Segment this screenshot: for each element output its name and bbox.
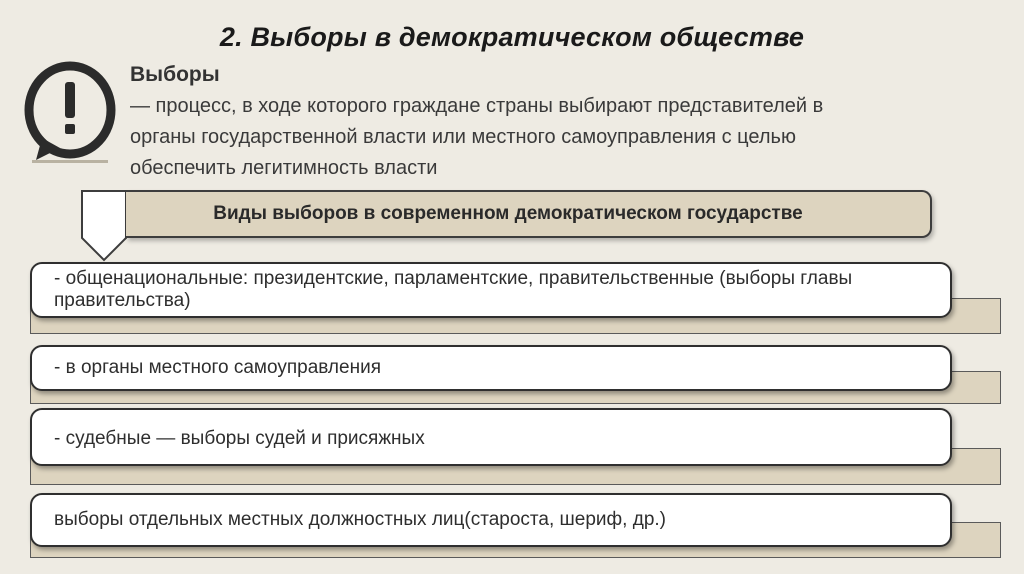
exclamation-speech-bubble-icon (24, 60, 116, 164)
item-text: выборы отдельных местных должностных лиц(староста, шериф, др.) (54, 509, 666, 530)
item-text: - в органы местного самоуправления (54, 357, 381, 378)
item-text: - общенациональные: президентские, парламентские, правительственные (выборы главы правительства) (54, 268, 853, 311)
item-card (30, 408, 952, 466)
types-header (126, 190, 932, 238)
definition-line: — процесс, в ходе которого граждане страны выбирают представителей в (130, 95, 824, 117)
definition-line: обеспечить легитимность власти (130, 157, 438, 179)
item-card (30, 345, 952, 391)
header-pointer-arrow (80, 190, 130, 262)
item-card (30, 262, 952, 318)
item-text: - судебные — выборы судей и присяжных (54, 428, 425, 449)
term-label: Выборы (130, 63, 220, 86)
types-header-label: Виды выборов в современном демократическом государстве (213, 203, 803, 224)
slide-title: 2. Выборы в демократическом обществе (219, 22, 805, 52)
item-card (30, 493, 952, 547)
definition-line: органы государственной власти или местного самоуправления с целью (130, 126, 796, 148)
definition-text (130, 91, 980, 184)
